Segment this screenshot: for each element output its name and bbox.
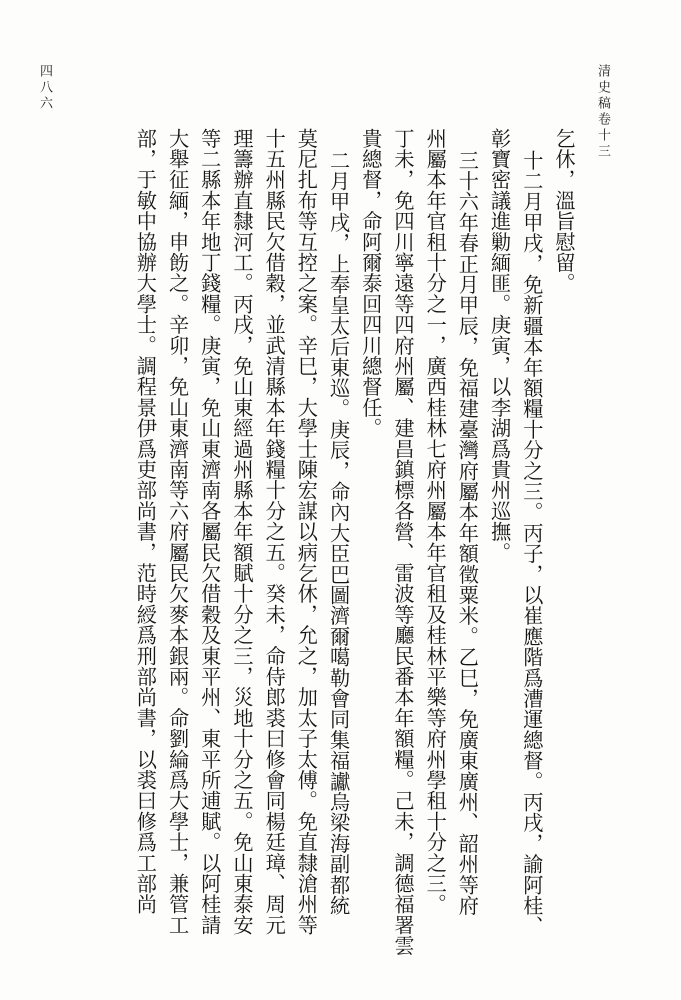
- text-column: 三十六年春正月甲辰，免福建臺灣府屬本年額徵粟米。乙巳，免廣東廣州、韶州等府: [455, 150, 480, 916]
- text-column: 大舉征緬，申飭之。辛卯，免山東濟南等六府屬民欠麥本銀兩。命劉綸爲大學士，兼管工: [165, 128, 190, 936]
- text-column: 彰寶密議進勦緬匪。庚寅，以李湖爲貴州巡撫。: [487, 128, 512, 563]
- text-column: 貴總督，命阿爾泰回四川總督任。: [358, 128, 383, 439]
- page-number: 四八六: [37, 64, 52, 112]
- text-column: 理籌辦直隸河工。丙戌，免山東經過州縣本年額賦十分之三，災地十分之五。免山東泰安: [229, 128, 254, 936]
- body-text: [80, 128, 580, 958]
- text-column: 莫尼扎布等互控之案。辛巳，大學士陳宏謀以病乞休，允之，加太子太傅。免直隸滄州等: [294, 128, 319, 936]
- book-title-header: 清史稿卷十三: [595, 64, 610, 160]
- text-column: 州屬本年官租十分之一，廣西桂林七府州屬本年官租及桂林平樂等府州學租十分之三。: [423, 128, 448, 915]
- text-column: 十二月甲戌，免新疆本年額糧十分之三。丙子，以崔應階爲漕運總督。丙戌，諭阿桂、: [519, 150, 544, 937]
- text-column: 丁未，免四川寧遠等四府州屬、建昌鎮標各營、雷波等廳民番本年額糧。己未，調德福署雲: [390, 128, 415, 956]
- text-column: 乞休，溫旨慰留。: [552, 128, 576, 294]
- text-column: 等二縣本年地丁錢糧。庚寅，免山東濟南各屬民欠借穀及東平州、東平所逋賦。以阿桂請: [197, 128, 222, 936]
- text-column: 二月甲戌，上奉皇太后東巡。庚辰，命內大臣巴圖濟爾噶勒會同集福讞烏梁海副都統: [326, 150, 351, 916]
- text-column: 部，于敏中協辦大學士。調程景伊爲吏部尚書，范時綬爲刑部尚書，以裘曰修爲工部尚: [133, 128, 158, 915]
- text-column: 十五州縣民欠借穀，並武清縣本年錢糧十分之五。癸未，命侍郎裘曰修會同楊廷璋、周元: [262, 128, 287, 936]
